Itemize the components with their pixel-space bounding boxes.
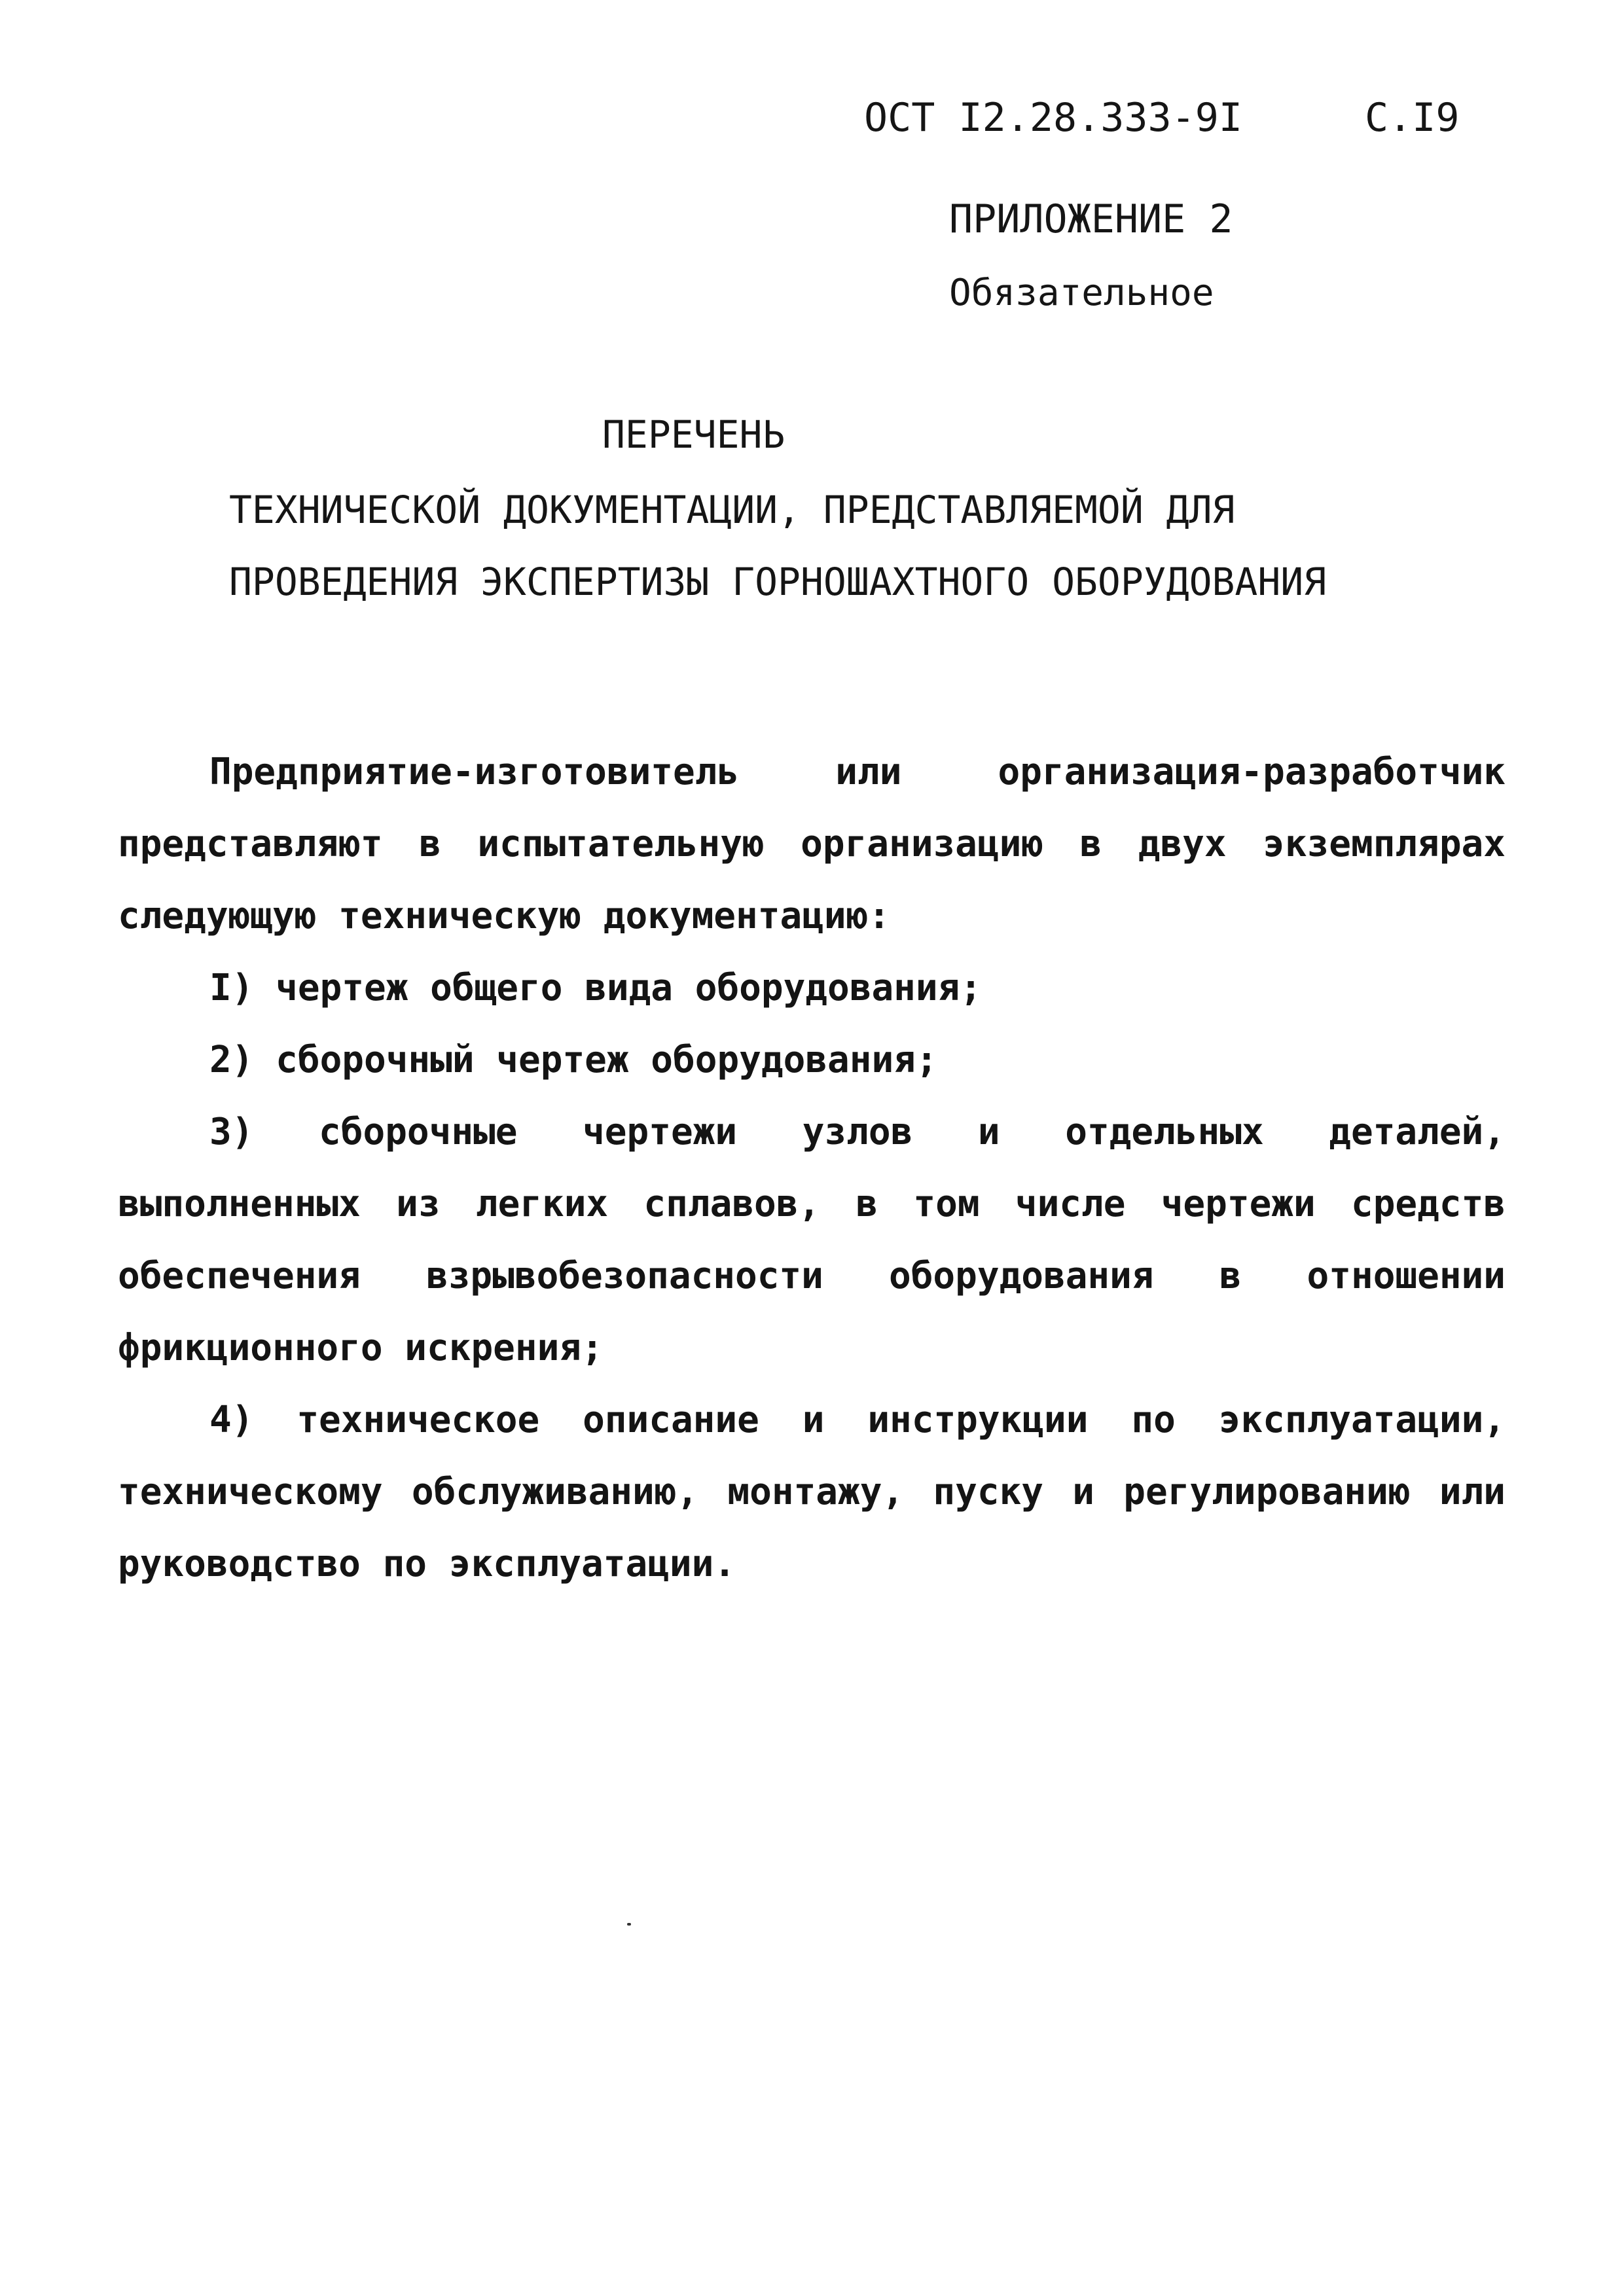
document-code: ОСТ I2.28.333-9I xyxy=(864,95,1242,141)
document-title-line-1: ПЕРЕЧЕНЬ xyxy=(602,412,785,457)
list-item: 4) техническое описание и инструкции по эксплуатации, техническому обслуживанию, монтажу, пуску и регулированию или руководство по эксплуатации. xyxy=(118,1399,1506,1585)
list-item: 3) сборочные чертежи узлов и отдельных деталей, выполненных из легких сплавов, в том числе чертежи средств обеспечения взрывобезопасности оборудования в отношении фрикционного искрения; xyxy=(118,1111,1506,1369)
scan-speck xyxy=(627,1923,631,1926)
page-number: С.I9 xyxy=(1365,95,1460,141)
intro-paragraph: Предприятие-изготовитель или организация-разработчик представляют в испытательную организацию в двух экземплярах следующую техническую документацию: xyxy=(118,751,1506,937)
appendix-status: Обязательное xyxy=(949,272,1214,314)
appendix-label: ПРИЛОЖЕНИЕ 2 xyxy=(949,196,1233,242)
document-title-line-2: ТЕХНИЧЕСКОЙ ДОКУМЕНТАЦИИ, ПРЕДСТАВЛЯЕМОЙ ДЛЯ xyxy=(229,488,1235,532)
document-title-line-3: ПРОВЕДЕНИЯ ЭКСПЕРТИЗЫ ГОРНОШАХТНОГО ОБОРУДОВАНИЯ xyxy=(229,560,1327,604)
list-item: I) чертеж общего вида оборудования; xyxy=(209,967,983,1009)
body-text xyxy=(118,736,1506,1600)
list-item: 2) сборочный чертеж оборудования; xyxy=(209,1039,938,1081)
